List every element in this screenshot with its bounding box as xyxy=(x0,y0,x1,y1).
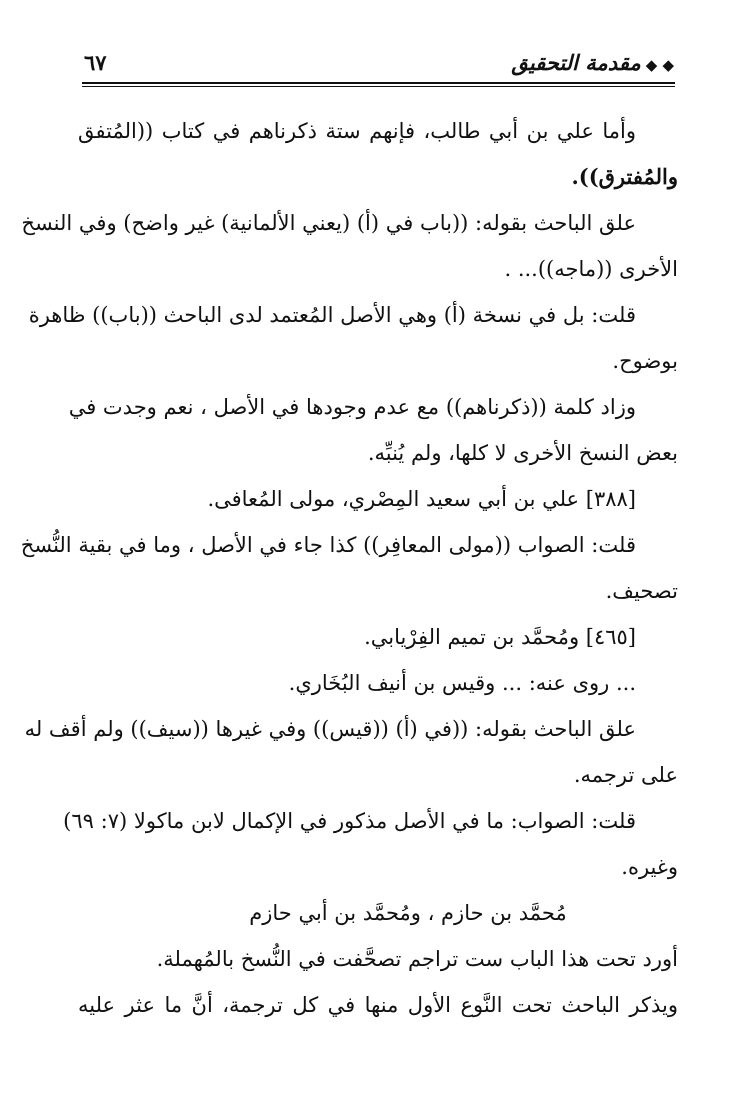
text-line: علق الباحث بقوله: ((باب في (أ) (يعني الألمانية) غير واضح) وفي النسخ xyxy=(21,211,636,235)
text-line: بوضوح. xyxy=(612,349,678,373)
header-rule-thick xyxy=(82,82,675,84)
text-line: أورد تحت هذا الباب ست تراجم تصحَّفت في النُّسخ بالمُهملة. xyxy=(156,947,678,971)
page-number: ٦٧ xyxy=(84,50,107,75)
text-line: والمُفترق)). xyxy=(571,164,678,189)
text-line: قلت: الصواب ((مولى المعافِر)) كذا جاء في الأصل ، وما في بقية النُّسخ xyxy=(20,533,636,557)
text-line: وأما علي بن أبي طالب، فإنهم ستة ذكرناهم في كتاب ((المُتفق xyxy=(78,119,636,143)
text-line: على ترجمه. xyxy=(573,763,678,787)
text-line: بعض النسخ الأخرى لا كلها، ولم يُنبِّه. xyxy=(367,441,678,465)
body-text xyxy=(20,108,678,1028)
text-line: [٤٦٥] ومُحمَّد بن تميم الفِرْيابي. xyxy=(364,625,636,649)
diamond-ornament-icon: ◆ ◆ xyxy=(645,56,674,74)
text-line: وزاد كلمة ((ذكرناهم)) مع عدم وجودها في الأصل ، نعم وجدت في xyxy=(68,395,636,419)
text-line: تصحيف. xyxy=(605,579,678,603)
text-line: قلت: بل في نسخة (أ) وهي الأصل المُعتمد لدى الباحث ((باب)) ظاهرة xyxy=(28,303,636,327)
running-title-text: مقدمة التحقيق xyxy=(511,50,641,75)
text-line: وغيره. xyxy=(621,855,678,879)
text-line: ... روى عنه: ... وقيس بن أنيف البُخَاري. xyxy=(288,671,636,695)
text-line: علق الباحث بقوله: ((في (أ) ((قيس)) وفي غيرها ((سيف)) ولم أقف له xyxy=(24,717,636,741)
text-line: [٣٨٨] علي بن أبي سعيد المِصْري، مولى المُعافى. xyxy=(207,487,636,511)
text-line: الأخرى ((ماجه))... . xyxy=(504,257,678,281)
text-line: قلت: الصواب: ما في الأصل مذكور في الإكمال لابن ماكولا (٧: ٦٩) xyxy=(63,809,636,833)
text-line: ويذكر الباحث تحت النَّوع الأول منها في كل ترجمة، أنَّ ما عثر عليه xyxy=(78,993,678,1017)
running-title xyxy=(511,50,674,75)
header-rule-thin xyxy=(82,86,675,87)
page-header xyxy=(84,50,674,80)
section-heading: مُحمَّد بن حازم ، ومُحمَّد بن أبي حازم xyxy=(249,901,567,925)
